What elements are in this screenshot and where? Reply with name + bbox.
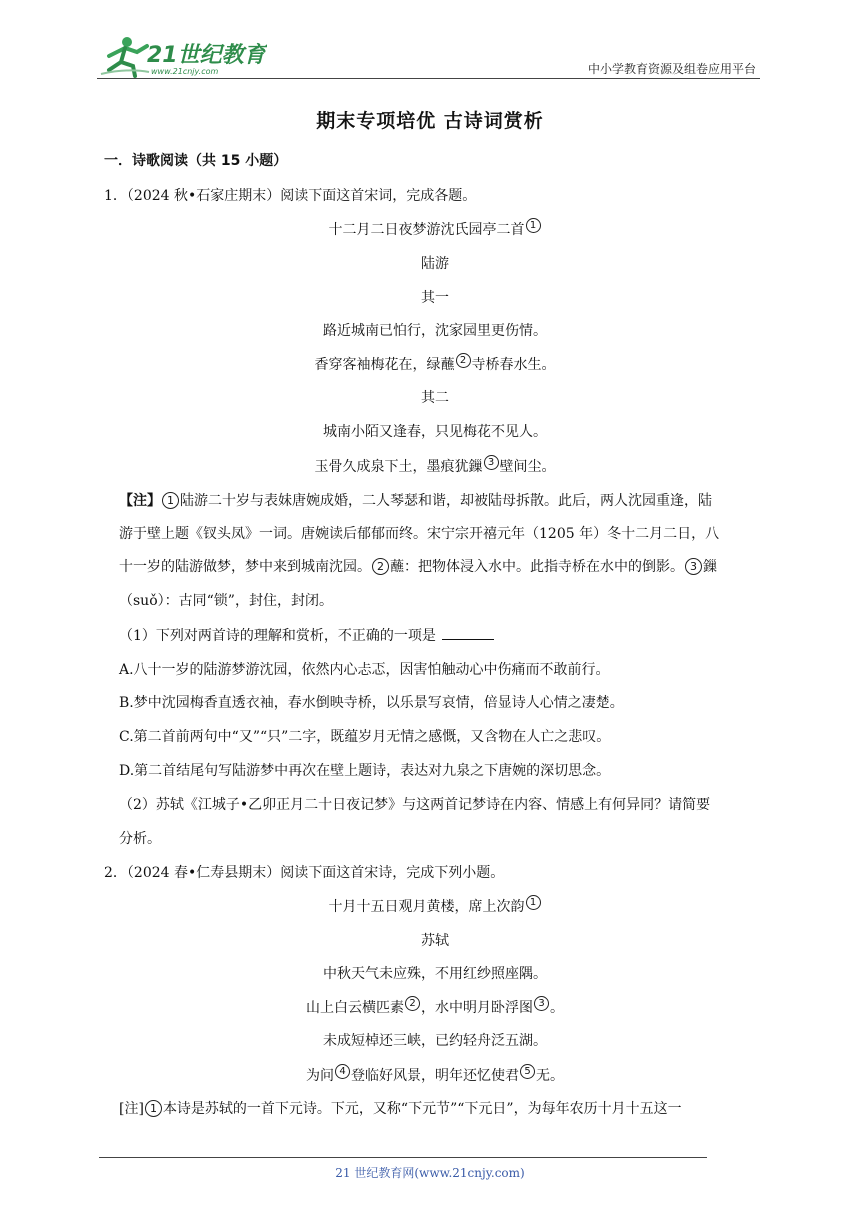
svg-text:www.21cnjy.com: www.21cnjy.com xyxy=(151,67,219,76)
q1-note-line2: 游于壁上题《钗头凤》一词。唐婉读后郁郁而终。宋宁宗开禧元年（1205 年）冬十二月二日，八 xyxy=(119,526,720,542)
note-text: 十一岁的陆游做梦，梦中来到城南沈园。 xyxy=(119,559,371,575)
q1-option-c: C.第二首前两句中“又”“只”二字，既蕴岁月无情之感慨，又含物在人亡之悲叹。 xyxy=(119,729,611,745)
note-label: 【注】 xyxy=(119,493,161,509)
q2-line2 xyxy=(0,996,860,1017)
q1-p1-line2 xyxy=(0,353,860,374)
footnote-marker-icon: 1 xyxy=(526,218,541,233)
platform-tagline: 中小学教育资源及组卷应用平台 xyxy=(587,62,756,76)
q2-poem-title-text: 十月十五日观月黄楼，席上次韵 xyxy=(328,899,525,915)
runner-logo-icon xyxy=(97,34,267,78)
verse-text: 玉骨久成泉下土，墨痕犹鏁 xyxy=(314,459,483,475)
q2-line3: 未成短棹还三峡，已约轻舟泛五湖。 xyxy=(323,1033,547,1049)
site-logo[interactable] xyxy=(97,34,267,78)
note-text: 蘸：把物体浸入水中。此指寺桥在水中的倒影。 xyxy=(390,559,684,575)
q2-poem-title xyxy=(0,895,860,916)
footnote-marker-icon: 1 xyxy=(145,1100,162,1117)
footnote-marker-icon: 2 xyxy=(456,353,471,368)
verse-text: 寺桥春水生。 xyxy=(471,357,556,373)
q1-note-line1 xyxy=(119,490,712,510)
footnote-marker-icon: 1 xyxy=(162,492,179,509)
footnote-marker-icon: 1 xyxy=(526,895,541,910)
footer-link[interactable]: 21 世纪教育网(www.21cnjy.com) xyxy=(335,1166,525,1180)
svg-text:21世纪教育: 21世纪教育 xyxy=(147,43,266,68)
q1-p2-line1: 城南小陌又逢春，只见梅花不见人。 xyxy=(323,424,547,440)
verse-text: 为问 xyxy=(306,1068,334,1084)
footnote-marker-icon: 2 xyxy=(372,558,389,575)
q1-option-b: B.梦中沈园梅香直透衣袖，春水倒映寺桥，以乐景写哀情，倍显诗人心情之凄楚。 xyxy=(119,695,624,711)
footnote-marker-icon: 3 xyxy=(685,558,702,575)
footnote-marker-icon: 4 xyxy=(335,1064,350,1079)
q1-part1: 其一 xyxy=(421,290,449,306)
q1-note-line4: （suǒ）：古同“锁”，封住，封闭。 xyxy=(119,593,333,609)
q2-line4 xyxy=(0,1064,860,1085)
q2-stem: 2．（2024 春•仁寿县期末）阅读下面这首宋诗，完成下列小题。 xyxy=(104,865,505,881)
q1-option-d: D.第二首结尾句写陆游梦中再次在壁上题诗，表达对九泉之下唐婉的深切思念。 xyxy=(119,763,611,779)
q1-p2-line2 xyxy=(0,455,860,476)
footer-divider xyxy=(99,1157,707,1158)
q1-author: 陆游 xyxy=(421,256,449,272)
footnote-marker-icon: 5 xyxy=(520,1064,535,1079)
verse-text: 壁间尘。 xyxy=(499,459,556,475)
answer-blank[interactable] xyxy=(442,627,494,640)
q2-note-line1 xyxy=(119,1098,682,1118)
q1-sub1 xyxy=(119,625,494,645)
footnote-marker-icon: 3 xyxy=(484,455,499,470)
q1-p1-line1: 路近城南已怕行，沈家园里更伤情。 xyxy=(323,323,547,339)
section-heading: 一．诗歌阅读（共 15 小题） xyxy=(104,153,288,169)
note-text: 本诗是苏轼的一首下元诗。下元，又称“下元节”“下元日”，为每年农历十月十五这一 xyxy=(162,1101,682,1117)
note-label: [注] xyxy=(119,1101,144,1117)
q1-part2: 其二 xyxy=(421,390,449,406)
footnote-marker-icon: 3 xyxy=(534,996,549,1011)
note-text: 陆游二十岁与表妹唐婉成婚，二人琴瑟和谐，却被陆母拆散。此后，两人沈园重逢，陆 xyxy=(180,493,712,509)
header-divider xyxy=(97,78,760,79)
q1-note-line3 xyxy=(119,556,717,576)
note-text: 鏁 xyxy=(703,559,717,575)
q1-sub2-line2: 分析。 xyxy=(119,831,161,847)
q1-poem-title xyxy=(0,218,860,239)
page-header xyxy=(97,30,760,80)
sub-question-text: （1）下列对两首诗的理解和赏析，不正确的一项是 xyxy=(119,628,436,644)
verse-text: ，水中明月卧浮图 xyxy=(421,1000,533,1016)
q1-sub2-line1: （2）苏轼《江城子•乙卯正月二十日夜记梦》与这两首记梦诗在内容、情感上有何异同？请简要 xyxy=(119,797,711,813)
verse-text: 香穿客袖梅花在，绿蘸 xyxy=(314,357,455,373)
q2-line1: 中秋天气未应殊，不用红纱照座隅。 xyxy=(323,966,547,982)
document-title: 期末专项培优 古诗词赏析 xyxy=(316,110,544,132)
verse-text: 登临好风景，明年还忆使君 xyxy=(351,1068,519,1084)
q1-poem-title-text: 十二月二日夜梦游沈氏园亭二首 xyxy=(328,222,525,238)
verse-text: 山上白云横匹素 xyxy=(306,1000,404,1016)
q2-author: 苏轼 xyxy=(421,933,449,949)
verse-text: 无。 xyxy=(536,1068,564,1084)
q1-option-a: A.八十一岁的陆游梦游沈园，依然内心忐忑，因害怕触动心中伤痛而不敢前行。 xyxy=(119,662,610,678)
q1-stem: 1．（2024 秋•石家庄期末）阅读下面这首宋词，完成各题。 xyxy=(104,188,477,204)
footnote-marker-icon: 2 xyxy=(405,996,420,1011)
verse-text: 。 xyxy=(550,1000,564,1016)
